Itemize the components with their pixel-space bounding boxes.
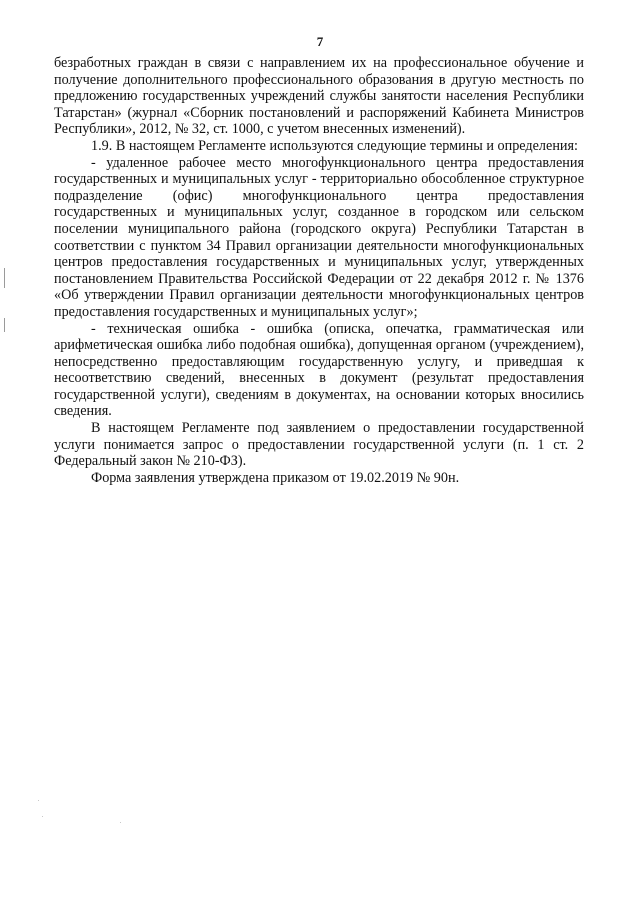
paragraph-application-form: Форма заявления утверждена приказом от 19.02.2019 № 90н. xyxy=(91,469,460,486)
scan-speck xyxy=(42,816,43,817)
paragraph-application-definition: В настоящем Регламенте под заявлением о предоставлении государственной услуги понимается запрос о предоставлении государственной услуги (п. 1 ст. 2 Федеральный закон № 210-ФЗ). xyxy=(54,420,584,470)
paragraph-section-1-9: 1.9. В настоящем Регламенте используются следующие термины и определения: xyxy=(91,137,578,154)
paragraph-term-technical-error: - техническая ошибка - ошибка (описка, опечатка, грамматическая или арифметическая ошибка либо подобная ошибка), допущенная органом (учреждением), непосредственно предоставляющим государственную услугу, и приведшая к несоответствию сведений, внесенных в документ (результат предоставления государственной услуги), сведениям в документах, на основании которых вносились сведения. xyxy=(54,320,584,420)
scan-speck xyxy=(38,800,39,801)
scan-speck xyxy=(120,822,121,823)
paragraph-term-remote-workplace: - удаленное рабочее место многофункционального центра предоставления государственных и муниципальных услуг - территориально обособленное структурное подразделение (офис) многофункционального центра предоставления государственных и муниципальных услуг, созданное в городском или сельском поселении муниципального района (городского округа) Республики Татарстан в соответствии с пунктом 34 Правил организации деятельности многофункциональных центров предоставления государственных и муниципальных услуг, утвержденных постановлением Правительства Российской Федерации от 22 декабря 2012 г. № 1376 «Об утверждении Правил организации деятельности многофункциональных центров предоставления государственных и муниципальных услуг»; xyxy=(54,154,584,320)
document-body xyxy=(54,55,584,486)
page-number: 7 xyxy=(316,34,324,49)
scan-margin-mark xyxy=(4,318,5,332)
paragraph-continuation: безработных граждан в связи с направлением их на профессиональное обучение и получение дополнительного профессионального образования в другую местность по предложению государственных учреждений службы занятости населения Республики Татарстан» (журнал «Сборник постановлений и распоряжений Кабинета Министров Республики», 2012, № 32, ст. 1000, с учетом внесенных изменений). xyxy=(54,55,584,138)
scan-margin-mark xyxy=(4,268,5,288)
